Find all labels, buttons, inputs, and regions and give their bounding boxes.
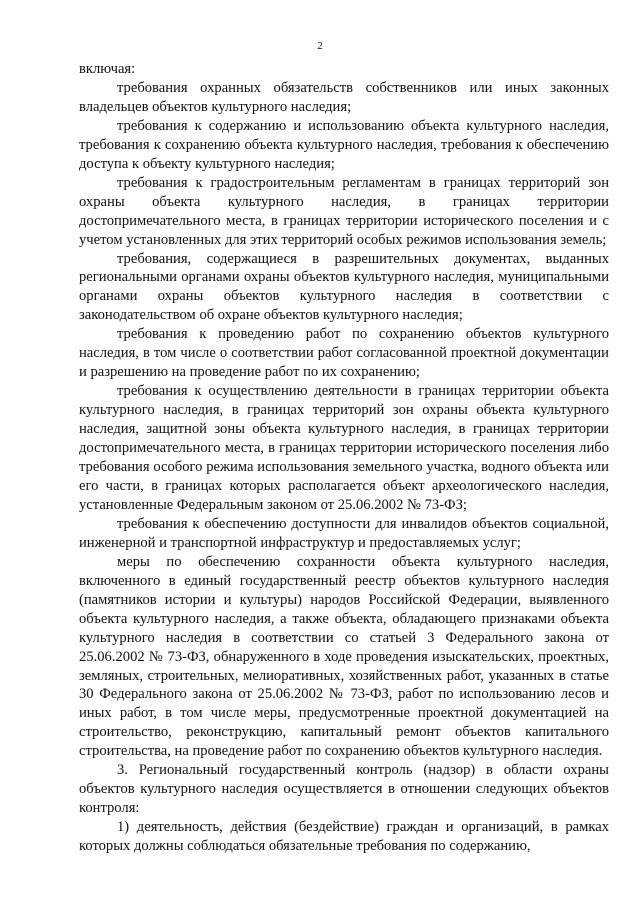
paragraph-permit-requirements: требования, содержащиеся в разрешительных документах, выданных региональными органами охраны объектов культурного наследия, муниципальными органами охраны объектов культурного наследия в соответствии с законодательством об охране объектов культурного наследия; xyxy=(79,250,609,324)
paragraph-preservation-works: требования к проведению работ по сохранению объектов культурного наследия, в том числе о соответствии работ согласованной проектной документации и разрешению на проведение работ по их сохранению; xyxy=(79,326,609,381)
paragraph-urban-planning-requirements: требования к градостроительным регламентам в границах территорий зон охраны объекта культурного наследия, в границах территории достопримечательного места, в границах территории исторического поселения и с учетом установленных для этих территорий особых режимов использования земель; xyxy=(79,174,609,248)
document-body xyxy=(79,60,609,856)
page-number: 2 xyxy=(317,40,323,52)
paragraph-accessibility: требования к обеспечению доступности для инвалидов объектов социальной, инженерной и транспортной инфраструктур и предоставляемых услуг; xyxy=(79,515,609,551)
paragraph-territory-activity: требования к осуществлению деятельности в границах территории объекта культурного наследия, в границах территорий зон охраны объекта культурного наследия, защитной зоны объекта культурного наследия, в границах территории достопримечательного места, в границах территории исторического поселения либо требования особого режима использования земельного участка, водного объекта или его части, в границах которых располагается объект археологического наследия, установленные Федеральным законом от 25.06.2002 № 73-ФЗ; xyxy=(79,383,609,513)
paragraph-maintenance-requirements: требования к содержанию и использованию объекта культурного наследия, требования к сохранению объекта культурного наследия, требования к обеспечению доступа к объекту культурного наследия; xyxy=(79,117,609,172)
paragraph-section-3: 3. Региональный государственный контроль (надзор) в области охраны объектов культурного наследия осуществляется в отношении следующих объектов контроля: xyxy=(79,762,609,817)
paragraph-protection-obligations: требования охранных обязательств собственников или иных законных владельцев объектов культурного наследия; xyxy=(79,79,609,115)
paragraph-item-1: 1) деятельность, действия (бездействие) граждан и организаций, в рамках которых должны соблюдаться обязательные требования по содержанию, xyxy=(79,819,609,855)
paragraph-intro: включая: xyxy=(79,61,136,77)
paragraph-safety-measures: меры по обеспечению сохранности объекта культурного наследия, включенного в единый государственный реестр объектов культурного наследия (памятников истории и культуры) народов Российской Федерации, выявленного объекта культурного наследия, а также объекта, обладающего признаками объекта культурного наследия в соответствии со статьей 3 Федерального закона от 25.06.2002 № 73-ФЗ, обнаруженного в ходе проведения изыскательских, проектных, земляных, строительных, мелиоративных, хозяйственных работ, указанных в статье 30 Федерального закона от 25.06.2002 № 73-ФЗ, работ по использованию лесов и иных работ, в том числе меры, предусмотренные проектной документацией на строительство, реконструкцию, капитальный ремонт объектов капитального строительства, на проведение работ по сохранению объектов культурного наследия. xyxy=(79,553,609,760)
